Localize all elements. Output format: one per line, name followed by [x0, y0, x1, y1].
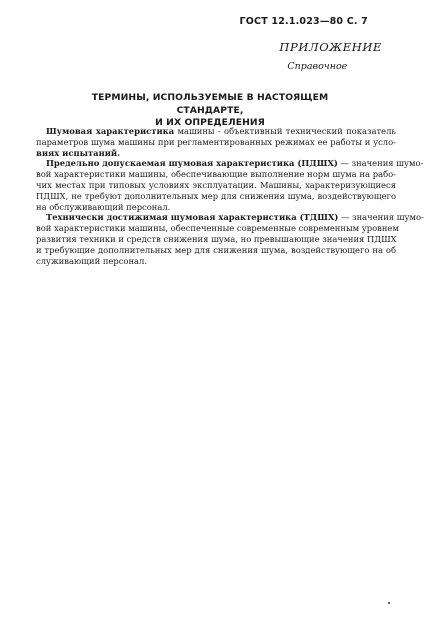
definition-1-text-1: машины - объективный технический показатель: [174, 126, 396, 136]
definition-2-text-1: — значения шумо-: [337, 158, 424, 169]
section-title-line-2: И ИХ ОПРЕДЕЛЕНИЯ: [155, 117, 265, 128]
appendix-block: [279, 40, 382, 72]
definitions-body: [36, 126, 424, 266]
definition-2-term: Предельно допускаемая шумовая характеристика (ПДШХ): [46, 158, 338, 169]
definition-3-term: Технически достижимая шумовая характеристика (ТДШХ): [46, 212, 339, 223]
definition-3-line-2: вой характеристики машины, обеспеченные современные современным уровнем: [36, 223, 399, 234]
definition-3-line-1: [36, 212, 424, 223]
appendix-label: ПРИЛОЖЕНИЕ: [279, 40, 382, 54]
definition-3-line-5: служивающий персонал.: [36, 255, 148, 266]
appendix-sublabel: Справочное: [287, 61, 348, 72]
scan-speck: [388, 602, 390, 604]
definition-1-line-3: [36, 148, 396, 159]
definition-1-line-1: [36, 126, 396, 137]
definition-2-line-5: на обслуживающий персонал.: [36, 201, 171, 212]
section-title: [60, 92, 360, 130]
definition-2-line-3: чих местах при типовых условиях эксплуатации. Машины, характеризующиеся: [36, 179, 396, 190]
definition-2-line-1: [36, 158, 424, 169]
standard-header: ГОСТ 12.1.023—80 С. 7: [239, 16, 368, 27]
definition-3-line-4: и требующие дополнительных мер для снижения шума, воздействующего на об: [36, 244, 396, 255]
definition-2-line-4: ПДШХ, не требуют дополнительных мер для снижения шума, воздействующего: [36, 190, 396, 201]
definition-1-line-2: параметров шума машины при регламентированных режимах ее работы и усло-: [36, 136, 396, 147]
definition-3-line-3: развития техники и средств снижения шума, но превышающие значения ПДШХ: [36, 233, 397, 244]
definition-2-line-2: вой характеристики машины, обеспечивающие выполнение норм шума на рабо-: [36, 169, 396, 180]
definition-3-text-1: — значения шумо-: [338, 212, 424, 223]
definition-1-text-3: виях испытаний.: [36, 147, 121, 158]
definition-1-term: Шумовая характеристика: [46, 126, 175, 136]
section-title-line-1: ТЕРМИНЫ, ИСПОЛЬЗУЕМЫЕ В НАСТОЯЩЕМ СТАНДАРТЕ,: [91, 92, 329, 116]
